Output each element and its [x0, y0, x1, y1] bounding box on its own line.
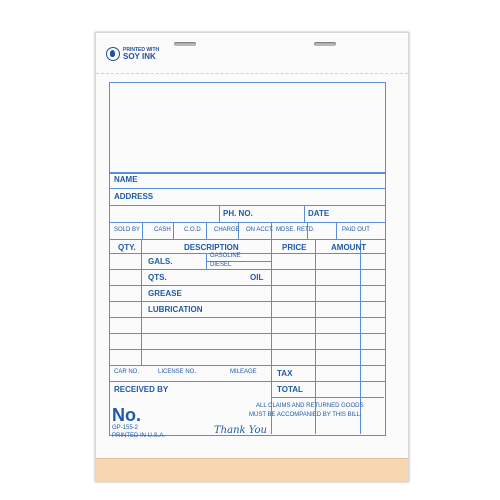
header-box: [109, 82, 386, 174]
staple-right: [314, 42, 336, 46]
received-by-label: RECEIVED BY: [114, 385, 169, 394]
diesel-label: DIESEL: [210, 262, 232, 268]
phone-label: PH. NO.: [223, 209, 253, 218]
soy-line2: SOY INK: [123, 51, 156, 61]
form-code: GP-155-2: [112, 425, 139, 431]
on-acct-label: ON ACCT.: [246, 227, 274, 233]
paid-out-label: PAID OUT: [342, 227, 370, 233]
lubrication-label: LUBRICATION: [148, 305, 203, 314]
soy-ink-badge: [106, 47, 159, 61]
address-label: ADDRESS: [114, 192, 154, 201]
gals-label: GALS.: [148, 257, 173, 266]
mdse-retd-label: MDSE. RETD.: [276, 227, 315, 233]
qty-label: QTY.: [118, 243, 136, 252]
printed-in-usa: PRINTED IN U.S.A.: [112, 433, 166, 439]
amount-label: AMOUNT: [331, 243, 367, 252]
staple-left: [174, 42, 196, 46]
total-label: TOTAL: [277, 385, 303, 394]
soy-line1: PRINTED WITH: [123, 46, 160, 53]
license-no-label: LICENSE NO.: [158, 369, 197, 375]
car-no-label: CAR NO.: [114, 369, 140, 375]
claims-line1: ALL CLAIMS AND RETURNED GOODS: [256, 403, 364, 409]
carbon-copy-edge: [96, 458, 408, 481]
description-label: DESCRIPTION: [184, 243, 239, 252]
tax-label: TAX: [277, 369, 293, 378]
receipt-number-label: No.: [112, 405, 141, 425]
cash-label: CASH: [154, 227, 171, 233]
sales-receipt-form: [95, 32, 409, 482]
charge-label: CHARGE: [214, 227, 240, 233]
thank-you-text: Thank You: [214, 425, 267, 436]
perforation-line: [96, 73, 408, 74]
date-label: DATE: [308, 209, 330, 218]
oil-label: OIL: [250, 273, 264, 282]
qts-label: QTS.: [148, 273, 167, 282]
grease-label: GREASE: [148, 289, 182, 298]
claims-line2: MUST BE ACCOMPANIED BY THIS BILL.: [249, 412, 362, 418]
gasoline-label: GASOLINE: [210, 253, 241, 259]
name-label: NAME: [114, 175, 138, 184]
price-label: PRICE: [282, 243, 307, 252]
mileage-label: MILEAGE: [230, 369, 257, 375]
soy-drop-icon: [106, 47, 120, 61]
cod-label: C.O.D.: [184, 227, 203, 233]
sold-by-label: SOLD BY: [114, 227, 141, 233]
